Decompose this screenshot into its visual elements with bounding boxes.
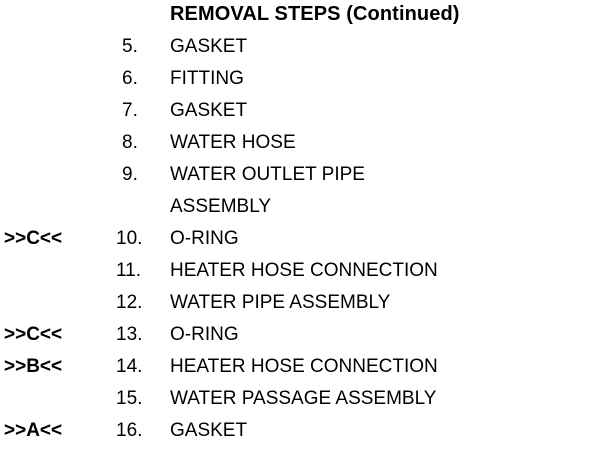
step-row <box>0 32 608 64</box>
step-label: HEATER HOSE CONNECTION <box>170 356 438 377</box>
step-number: 9. <box>122 164 138 185</box>
step-number: 5. <box>122 36 138 57</box>
step-row <box>0 288 608 320</box>
step-label: WATER PASSAGE ASSEMBLY <box>170 388 437 409</box>
step-number: 12. <box>116 292 143 313</box>
step-number: 14. <box>116 356 143 377</box>
step-label: WATER HOSE <box>170 132 296 153</box>
step-number: 11. <box>116 260 142 281</box>
step-continuation-row <box>0 192 608 224</box>
step-row <box>0 352 608 384</box>
step-number: 16. <box>116 420 143 441</box>
step-row <box>0 384 608 416</box>
step-label-continuation: ASSEMBLY <box>170 196 272 217</box>
step-label: GASKET <box>170 420 248 441</box>
step-label: FITTING <box>170 68 244 89</box>
step-number: 10. <box>116 228 143 249</box>
step-marker: >>C<< <box>4 324 63 345</box>
step-label: O-RING <box>170 228 239 249</box>
step-marker: >>C<< <box>4 228 63 249</box>
step-label: WATER OUTLET PIPE <box>170 164 365 185</box>
step-row <box>0 224 608 256</box>
step-row <box>0 64 608 96</box>
page-title: REMOVAL STEPS (Continued) <box>170 3 460 25</box>
step-marker: >>B<< <box>4 356 63 377</box>
step-number: 7. <box>122 100 138 121</box>
heading-row <box>0 0 608 32</box>
step-label: GASKET <box>170 100 248 121</box>
step-row <box>0 160 608 192</box>
step-number: 6. <box>122 68 138 89</box>
step-row <box>0 416 608 448</box>
step-label: O-RING <box>170 324 239 345</box>
step-marker: >>A<< <box>4 420 63 441</box>
step-number: 8. <box>122 132 138 153</box>
step-label: WATER PIPE ASSEMBLY <box>170 292 391 313</box>
step-row <box>0 320 608 352</box>
step-number: 13. <box>116 324 143 345</box>
step-row <box>0 256 608 288</box>
step-row <box>0 96 608 128</box>
step-row <box>0 128 608 160</box>
step-number: 15. <box>116 388 143 409</box>
step-label: GASKET <box>170 36 248 57</box>
step-label: HEATER HOSE CONNECTION <box>170 260 438 281</box>
